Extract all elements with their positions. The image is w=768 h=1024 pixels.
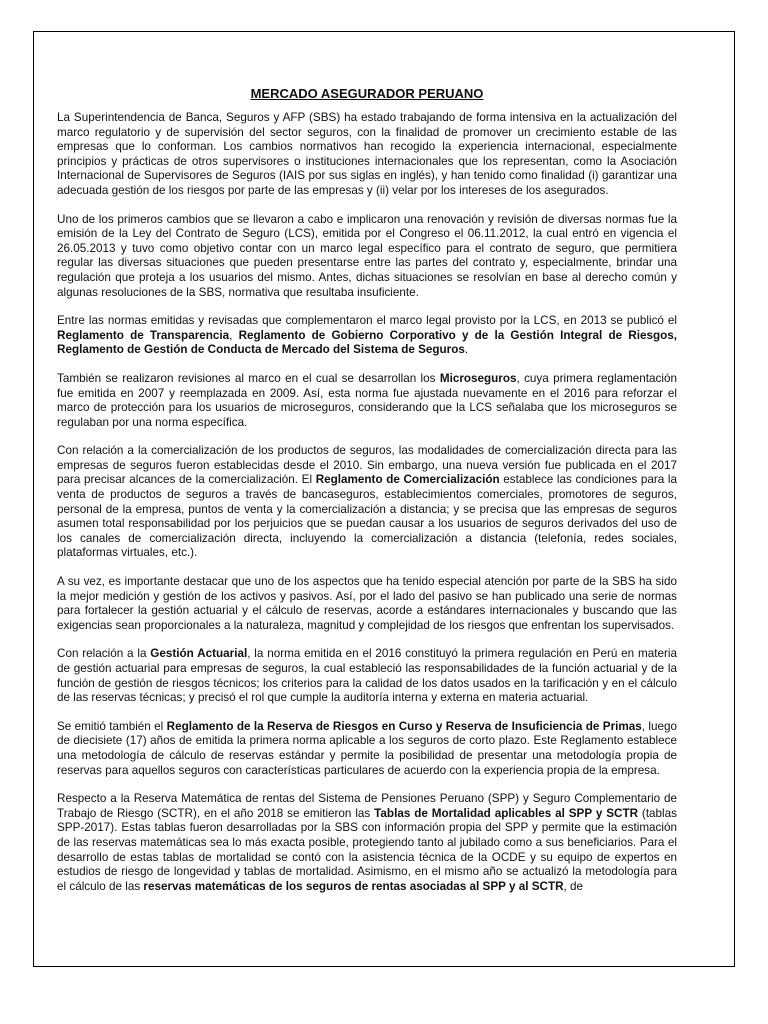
bold-text: Gestión Actuarial: [150, 647, 248, 661]
bold-text: Reglamento de Gobierno Corporativo y de la Gestión Integral de Riesgos, Reglamento de Gestión de Conducta de Mercado del Sistema de Seguros: [57, 328, 678, 357]
body-text: , la norma emitida en el 2016 constituyó la primera regulación en Perú en materia de gestión actuarial para empresas de seguros, la cual estableció las responsabilidades de la función actuarial y de la función de gestión de riesgos técnicos; los criterios para la calidad de los datos usados en la tarificación y en el cálculo de las reservas técnicas; y precisó el rol que cumple la auditoría interna y externa en materia actuarial.: [57, 647, 677, 705]
document-body: [57, 86, 677, 908]
body-text: Con relación a la: [57, 647, 151, 661]
paragraph: [57, 444, 677, 561]
paragraph-list: [57, 111, 677, 894]
bold-text: Reglamento de Transparencia: [57, 328, 230, 342]
body-text: A su vez, es importante destacar que uno de los aspectos que ha tenido especial atención por parte de la SBS ha sido la mejor medición y gestión de los activos y pasivos. Así, por el lado del pasivo se han publicado una serie de normas para fortalecer la gestión actuarial y el cálculo de reservas, acorde a estándares internacionales y buscando que las exigencias sean proporcionales a la naturaleza, magnitud y complejidad de los riesgos que enfrentan los supervisados.: [57, 575, 677, 632]
bold-text: Tablas de Mortalidad aplicables al SPP y SCTR: [374, 806, 639, 820]
paragraph: [57, 720, 677, 778]
bold-text: Reglamento de la Reserva de Riesgos en Curso y Reserva de Insuficiencia de Primas: [166, 719, 642, 733]
body-text: Respecto a la Reserva Matemática de rentas del Sistema de Pensiones Peruano (SPP) y Seguro Complementario de Trabajo de Riesgo (SCTR), en el año 2018 se emitieron las: [57, 792, 677, 820]
paragraph: [57, 314, 677, 358]
body-text: , cuya primera reglamentación fue emitida en 2007 y reemplazada en 2009. Así, esta norma fue ajustada nuevamente en el 2016 para reforzar el marco de protección para los usuarios de microseguros, considerando que la LCS señalaba que los microseguros se regulaban por una norma específica.: [57, 371, 677, 429]
body-text: .: [464, 343, 469, 357]
bold-text: reservas matemáticas de los seguros de rentas asociadas al SPP y al SCTR: [143, 879, 564, 893]
paragraph: [57, 372, 677, 430]
paragraph: [57, 213, 677, 301]
paragraph: [57, 575, 677, 633]
bold-text: Microseguros: [439, 371, 517, 385]
paragraph: [57, 647, 677, 705]
paragraph: [57, 111, 677, 199]
body-text: La Superintendencia de Banca, Seguros y AFP (SBS) ha estado trabajando de forma intensiva en la actualización del marco regulatorio y de supervisión del sector seguros, con la finalidad de promover un crecimiento estable de las empresas que lo conforman. Los cambios normativos han recogido la experiencia internacional, especialmente principios y prácticas de otros supervisores o instituciones internacionales que los representan, como la Asociación Internacional de Supervisores de Seguros (IAIS por sus siglas en inglés), y han tenido como finalidad (i) garantizar una adecuada gestión de los riesgos por parte de las empresas y (ii) velar por los intereses de los asegurados.: [57, 111, 677, 197]
body-text: , de: [563, 879, 584, 893]
body-text: Uno de los primeros cambios que se llevaron a cabo e implicaron una renovación y revisión de diversas normas fue la emisión de la Ley del Contrato de Seguro (LCS), emitida por el Congreso el 06.11.2012, la cual entró en vigencia el 26.05.2013 y tuvo como objetivo contar con un marco legal específico para el contrato de seguro, que permitiera regular las diversas situaciones que pueden presentarse entre las partes del contrato y, especialmente, brindar una regulación que proteja a los usuarios del mismo. Antes, dichas situaciones se resolvían en base al derecho común y algunas resoluciones de la SBS, normativa que resultaba insuficiente.: [57, 212, 677, 299]
paragraph: [57, 792, 677, 894]
body-text: También se realizaron revisiones al marco en el cual se desarrollan los: [57, 371, 440, 385]
body-text: establece las condiciones para la venta de productos de seguros a través de bancaseguros, establecimientos comerciales, promotores de seguros, personal de la empresa, puntos de venta y la comercialización a distancia; y se precisa que las empresas de seguros asumen total responsabilidad por los perjuicios que se puedan causar a los usuarios de seguros derivados del uso de los canales de comercialización directa, incluyendo la comercialización a distancia (telefonía, redes sociales, plataformas virtuales, etc.).: [57, 473, 677, 560]
document-title: MERCADO ASEGURADOR PERUANO: [250, 86, 484, 101]
body-text: (tablas SPP-2017). Estas tablas fueron desarrolladas por la SBS con información propia del SPP y permite que la estimación de las reservas matemáticas sea lo más exacta posible, protegiendo tanto al jubilado como a sus beneficiarios. Para el desarrollo de estas tablas de mortalidad se contó con la asistencia técnica de la OCDE y su equipo de expertos en estudios de riesgo de longevidad y tablas de mortalidad. Asimismo, en el mismo año se actualizó la metodología para el cálculo de las: [57, 806, 678, 893]
body-text: Con relación a la comercialización de los productos de seguros, las modalidades de comercialización directa para las empresas de seguros fueron establecidas desde el 2010. Sin embargo, una nueva versión fue publicada en el 2017 para precisar alcances de la comercialización. El: [57, 444, 677, 487]
body-text: , luego de diecisiete (17) años de emitida la primera norma aplicable a los seguros de corto plazo. Este Reglamento establece una metodología de cálculo de reservas estándar y permite la posibilidad de presentar una metodología propia de reservas para aquellos seguros con características particulares de acuerdo con la experiencia propia de la empresa.: [57, 719, 677, 777]
body-text: ,: [229, 328, 239, 342]
body-text: Entre las normas emitidas y revisadas que complementaron el marco legal provisto por la LCS, en 2013 se publicó el: [57, 314, 677, 328]
bold-text: Reglamento de Comercialización: [315, 473, 500, 487]
body-text: Se emitió también el: [57, 719, 167, 733]
